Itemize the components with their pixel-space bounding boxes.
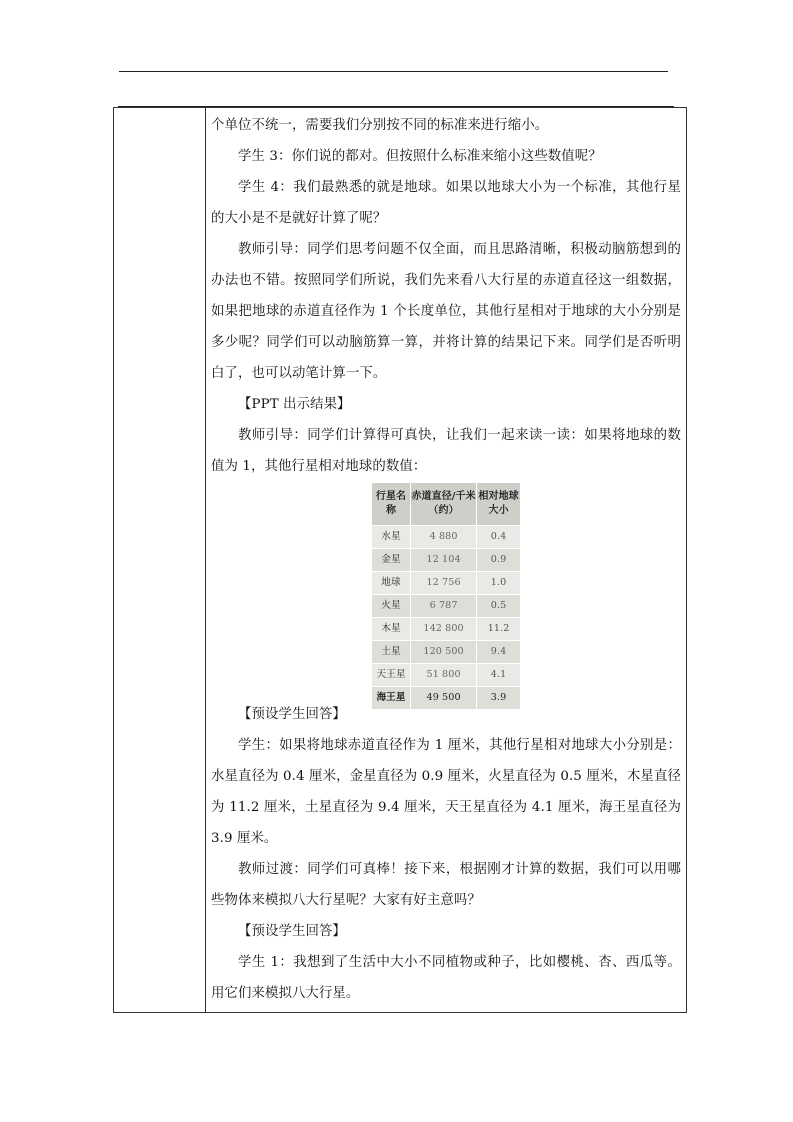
planet-name-cell: 金星 [372,549,411,572]
table-row [372,549,521,572]
diameter-cell: 142 800 [411,618,477,641]
paragraph: 学生 1：我想到了生活中大小不同植物或种子，比如樱桃、杏、西瓜等。用它们来模拟八大行星。 [211,955,681,1001]
paragraphs-top [211,110,681,482]
relative-size-cell: 11.2 [477,618,521,641]
planet-name-cell: 海王星 [372,687,411,710]
diameter-cell: 12 756 [411,572,477,595]
diameter-cell: 6 787 [411,595,477,618]
paragraph: 学生 4：我们最熟悉的就是地球。如果以地球大小为一个标准，其他行星的大小是不是就好计算了呢？ [211,180,681,226]
diameter-cell: 4 880 [411,526,477,549]
planet-name-cell: 天王星 [372,664,411,687]
ppt-note: 【PPT 出示结果】 [238,397,351,412]
lesson-content [211,110,681,1009]
table-row [372,664,521,687]
table-row [372,526,521,549]
planet-name-cell: 火星 [372,595,411,618]
preset-answer-heading: 【预设学生回答】 [238,924,346,939]
paragraph: 教师过渡：同学们可真棒！接下来，根据刚才计算的数据，我们可以用哪些物体来模拟八大行星呢？大家有好主意吗？ [211,862,681,908]
paragraph: 教师引导：同学们思考问题不仅全面，而且思路清晰，积极动脑筋想到的办法也不错。按照同学们所说，我们先来看八大行星的赤道直径这一组数据，如果把地球的赤道直径作为 1 个长度单位，其他行星相对于地球的大小分别是多少呢？同学们可以动脑筋算一算，并将计算的结果记下来。同学们是否听明白了，也可以动笔计算一下。 [211,242,681,381]
paragraph: 教师引导：同学们计算得可真快，让我们一起来读一读：如果将地球的数值为 1，其他行星相对地球的数值： [211,428,681,474]
header-rule [119,71,668,72]
diameter-cell: 120 500 [411,641,477,664]
paragraph: 个单位不统一，需要我们分别按不同的标准来进行缩小。 [211,118,549,133]
planet-name-cell: 水星 [372,526,411,549]
table-row [372,572,521,595]
relative-size-cell: 4.1 [477,664,521,687]
table-row [372,595,521,618]
relative-size-cell: 9.4 [477,641,521,664]
planet-table-photo [371,482,521,703]
planet-name-cell: 土星 [372,641,411,664]
header-relative-size: 相对地球大小 [477,483,521,526]
diameter-cell: 12 104 [411,549,477,572]
preset-answer-heading: 【预设学生回答】 [238,707,346,722]
relative-size-cell: 0.5 [477,595,521,618]
header-planet-name: 行星名称 [372,483,411,526]
relative-size-cell: 3.9 [477,687,521,710]
paragraph: 学生 3：你们说的都对。但按照什么标准来缩小这些数值呢？ [238,149,602,164]
diameter-cell: 51 800 [411,664,477,687]
table-row [372,618,521,641]
planet-table [371,482,521,710]
table-column-divider [205,107,206,1013]
planet-name-cell: 地球 [372,572,411,595]
paragraph: 学生：如果将地球赤道直径作为 1 厘米，其他行星相对地球大小分别是：水星直径为 0.4 厘米，金星直径为 0.9 厘米，火星直径为 0.5 厘米，木星直径为 11.2 厘米，土星直径为 9.4 厘米，天王星直径为 4.1 厘米，海王星直径为 3.9 厘米。 [211,738,681,846]
diameter-cell: 49 500 [411,687,477,710]
header-diameter: 赤道直径/千米（约） [411,483,477,526]
relative-size-cell: 1.0 [477,572,521,595]
planet-name-cell: 木星 [372,618,411,641]
relative-size-cell: 0.9 [477,549,521,572]
relative-size-cell: 0.4 [477,526,521,549]
paragraphs-bottom [211,699,681,1009]
table-row [372,641,521,664]
